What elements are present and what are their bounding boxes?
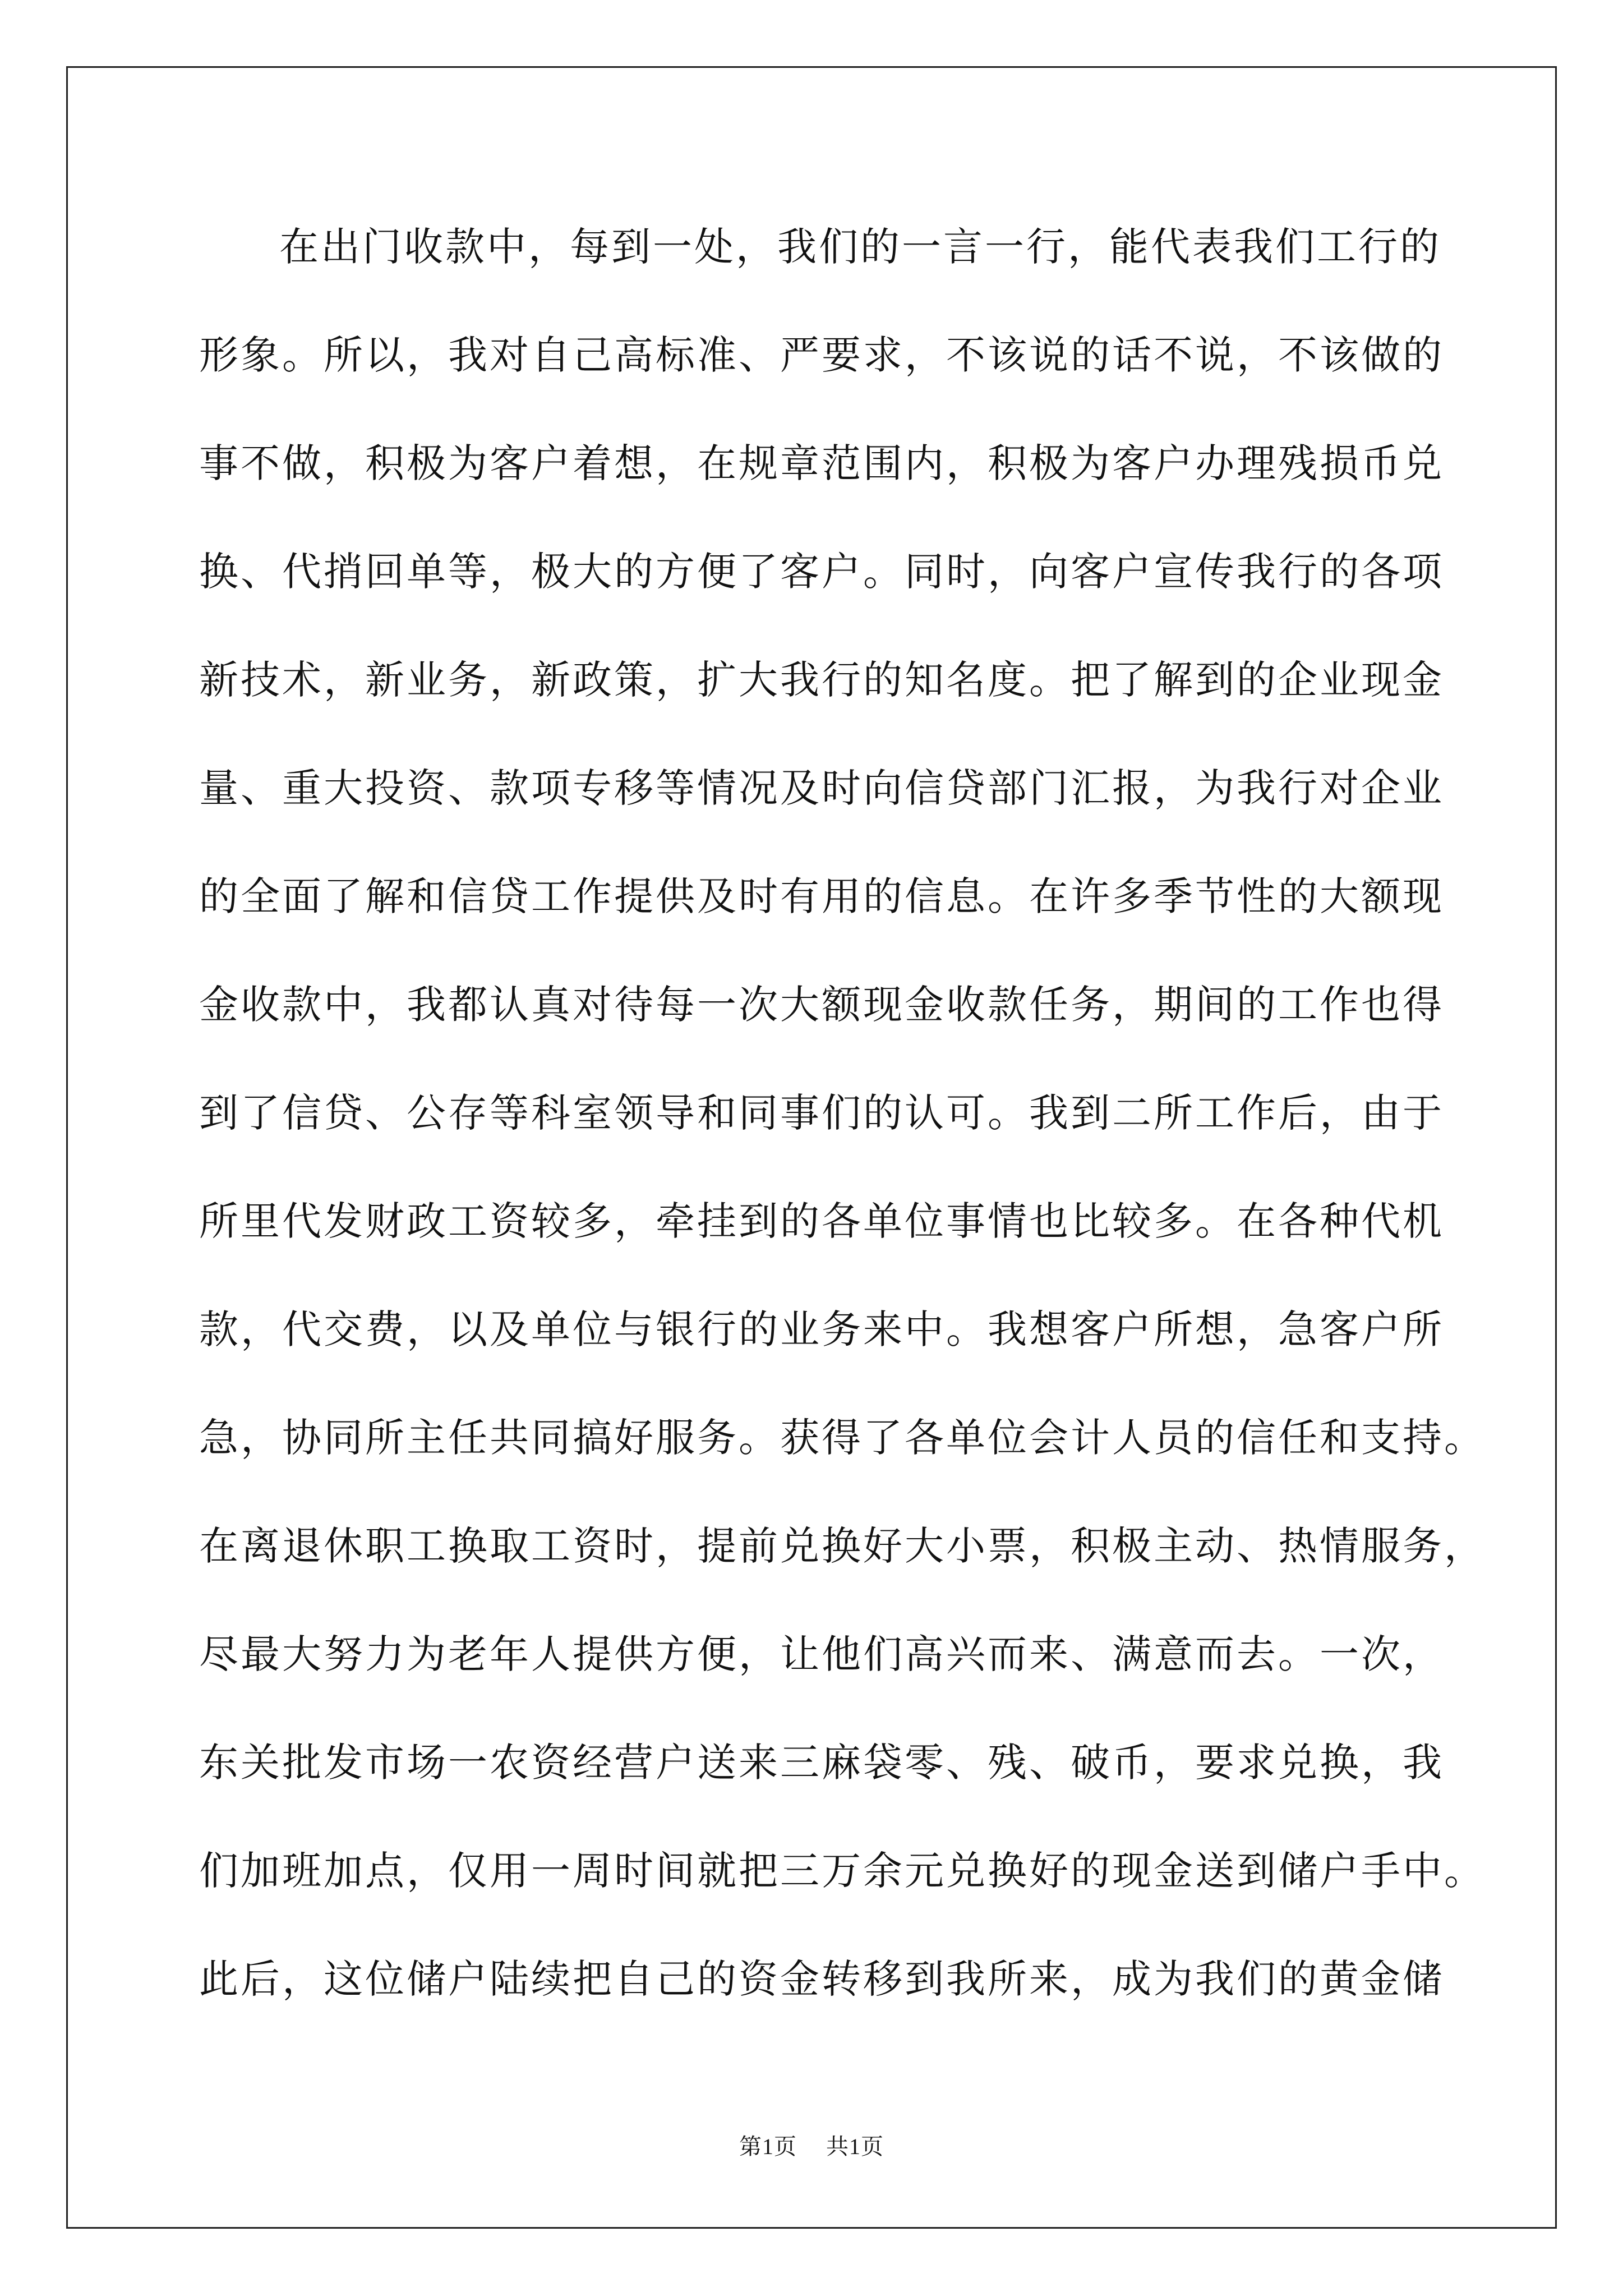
text-line: 金收款中，我都认真对待每一次大额现金收款任务，期间的工作也得 <box>199 982 1444 1028</box>
text-line: 到了信贷、公存等科室领导和同事们的认可。我到二所工作后，由于 <box>199 1090 1444 1136</box>
page-number: 第1页 <box>739 2134 797 2159</box>
text-line: 形象。所以，我对自己高标准、严要求，不该说的话不说，不该做的 <box>199 332 1444 378</box>
text-line: 事不做，积极为客户着想，在规章范围内，积极为客户办理残损币兑 <box>199 440 1444 486</box>
text-line: 急，协同所主任共同搞好服务。获得了各单位会计人员的信任和支持。 <box>199 1415 1486 1461</box>
text-line: 在离退休职工换取工资时，提前兑换好大小票，积极主动、热情服务， <box>199 1523 1486 1569</box>
text-line: 量、重大投资、款项专移等情况及时向信贷部门汇报，为我行对企业 <box>199 765 1444 811</box>
text-line: 所里代发财政工资较多，牵挂到的各单位事情也比较多。在各种代机 <box>199 1198 1444 1244</box>
text-line: 尽最大努力为老年人提供方便，让他们高兴而来、满意而去。一次， <box>199 1631 1444 1677</box>
text-line: 款，代交费，以及单位与银行的业务来中。我想客户所想，急客户所 <box>199 1306 1444 1352</box>
text-line: 在出门收款中，每到一处，我们的一言一行，能代表我们工行的 <box>279 224 1441 270</box>
text-line: 们加班加点，仅用一周时间就把三万余元兑换好的现金送到储户手中。 <box>199 1848 1486 1894</box>
page-total: 共1页 <box>826 2134 884 2159</box>
text-line: 新技术，新业务，新政策，扩大我行的知名度。把了解到的企业现金 <box>199 657 1444 703</box>
page-footer <box>0 2129 1623 2161</box>
document-body <box>199 210 1486 2051</box>
text-line: 此后，这位储户陆续把自己的资金转移到我所来，成为我们的黄金储 <box>199 1956 1444 2002</box>
text-line: 东关批发市场一农资经营户送来三麻袋零、残、破币，要求兑换，我 <box>199 1740 1444 1786</box>
text-line: 的全面了解和信贷工作提供及时有用的信息。在许多季节性的大额现 <box>199 873 1444 919</box>
text-line: 换、代捎回单等，极大的方便了客户。同时，向客户宣传我行的各项 <box>199 549 1444 595</box>
